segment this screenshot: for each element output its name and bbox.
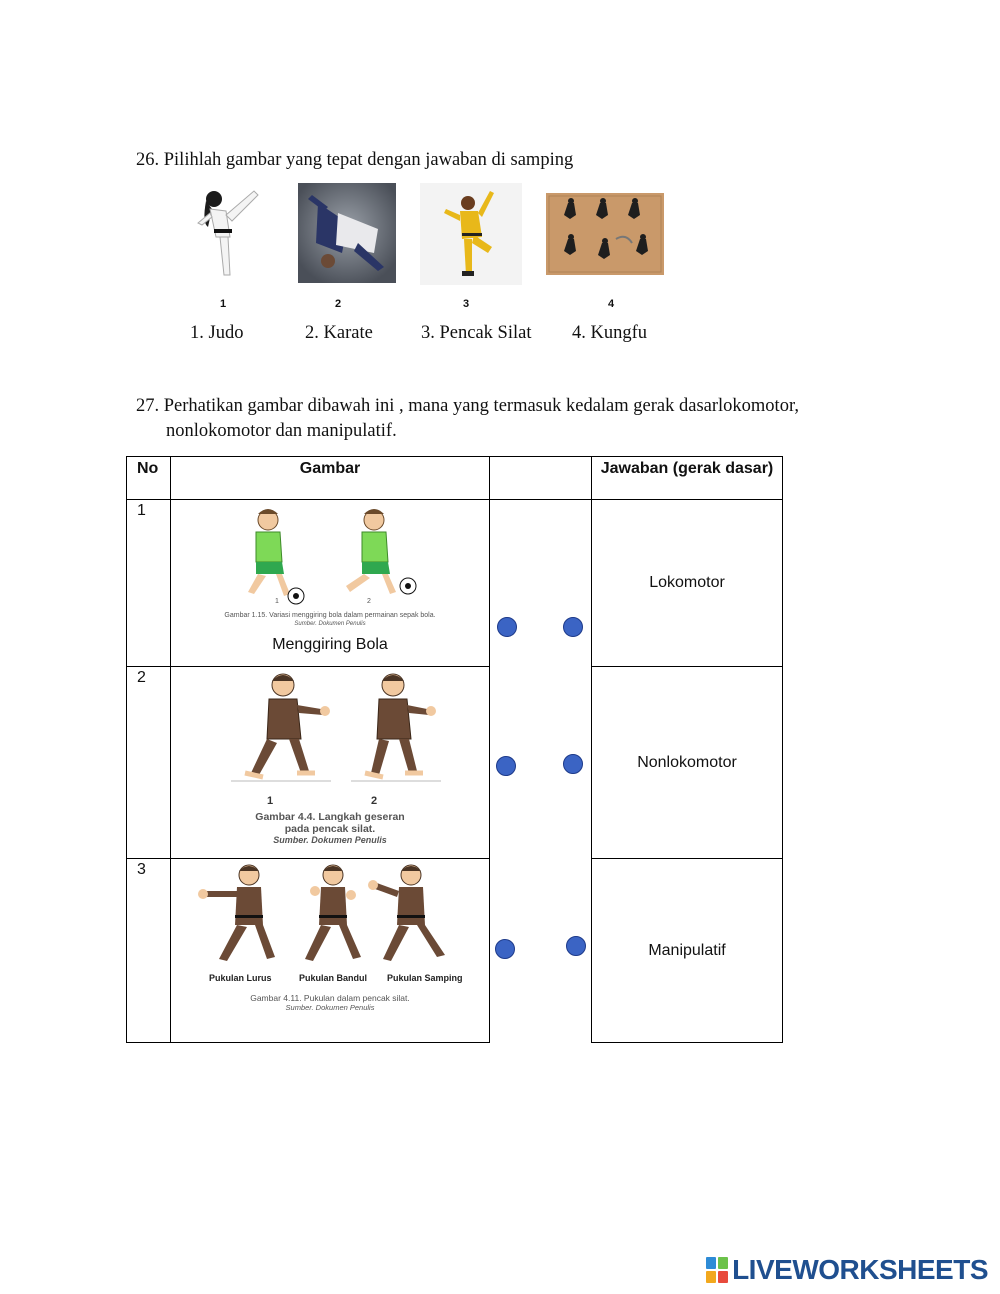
- row-1-figure-caption: Gambar 1.15. Variasi menggiring bola dalam permainan sepak bola.: [224, 612, 436, 619]
- question-27-line-2: nonlokomotor dan manipulatif.: [166, 421, 397, 441]
- row-3-fig-label-1: Pukulan Lurus: [209, 973, 272, 983]
- row-1-fig-label-1: 1: [275, 598, 279, 605]
- answer-nonlokomotor: Nonlokomotor: [592, 667, 783, 859]
- logo-text: LIVEWORKSHEETS: [732, 1254, 988, 1285]
- match-dot-right-2[interactable]: [563, 754, 583, 774]
- kungfu-poster-picture: [546, 193, 664, 275]
- option-karate: 2. Karate: [305, 323, 373, 343]
- match-dot-right-3[interactable]: [566, 936, 586, 956]
- row-2-figure-caption: Gambar 4.4. Langkah geseran pada pencak silat.: [255, 811, 405, 835]
- pukulan-picture: [197, 861, 465, 973]
- answer-manipulatif: Manipulatif: [592, 859, 783, 1043]
- row-1-fig-label-2: 2: [367, 598, 371, 605]
- match-dot-left-2[interactable]: [496, 756, 516, 776]
- row-3-fig-label-3: Pukulan Samping: [387, 973, 463, 983]
- picture-number-1: 1: [219, 298, 227, 310]
- picture-number-3: 3: [462, 298, 470, 310]
- row-1-figure-source: Sumber. Dokumen Penulis: [294, 621, 366, 627]
- row-3-no: 3: [127, 859, 171, 1043]
- option-kungfu: 4. Kungfu: [572, 323, 648, 343]
- judo-throw-picture: [298, 183, 396, 283]
- liveworksheets-logo: [706, 1254, 988, 1286]
- row-1-no: 1: [127, 500, 171, 667]
- karate-kick-picture: [194, 183, 266, 283]
- header-no: No: [127, 457, 171, 500]
- logo-mark-icon: [706, 1257, 728, 1283]
- question-26-text: 26. Pilihlah gambar yang tepat dengan jawaban di samping: [136, 150, 574, 170]
- match-dot-left-1[interactable]: [497, 617, 517, 637]
- row-2-image-cell: [171, 667, 490, 859]
- row-1-caption: Menggiring Bola: [272, 636, 388, 653]
- matching-table: [126, 456, 783, 1043]
- picture-number-4: 4: [607, 298, 615, 310]
- row-3-figure-source: Sumber. Dokumen Penulis: [285, 1003, 375, 1012]
- row-1-image-cell: [171, 500, 490, 667]
- option-judo: 1. Judo: [190, 323, 244, 343]
- question-27-line-1: 27. Perhatikan gambar dibawah ini , mana yang termasuk kedalam gerak dasarlokomotor,: [136, 396, 799, 416]
- option-pencak-silat: 3. Pencak Silat: [421, 323, 532, 343]
- header-gambar: Gambar: [171, 457, 490, 500]
- row-2-fig-label-2: 2: [371, 795, 378, 807]
- row-3-figure-caption: Gambar 4.11. Pukulan dalam pencak silat.: [250, 993, 410, 1003]
- row-3-fig-label-2: Pukulan Bandul: [299, 973, 368, 983]
- row-3-image-cell: [171, 859, 490, 1043]
- dribbling-picture: [226, 504, 426, 608]
- row-2-fig-label-1: 1: [267, 795, 274, 807]
- langkah-geseran-picture: [211, 669, 451, 789]
- answer-lokomotor: Lokomotor: [592, 500, 783, 667]
- header-middle: [490, 457, 592, 500]
- kungfu-picture: [420, 183, 522, 285]
- row-2-no: 2: [127, 667, 171, 859]
- header-jawaban: Jawaban (gerak dasar): [592, 457, 783, 500]
- match-dot-right-1[interactable]: [563, 617, 583, 637]
- row-2-figure-source: Sumber. Dokumen Penulis: [273, 835, 387, 845]
- question-27-text: [136, 394, 876, 444]
- match-dot-left-3[interactable]: [495, 939, 515, 959]
- picture-number-2: 2: [334, 298, 342, 310]
